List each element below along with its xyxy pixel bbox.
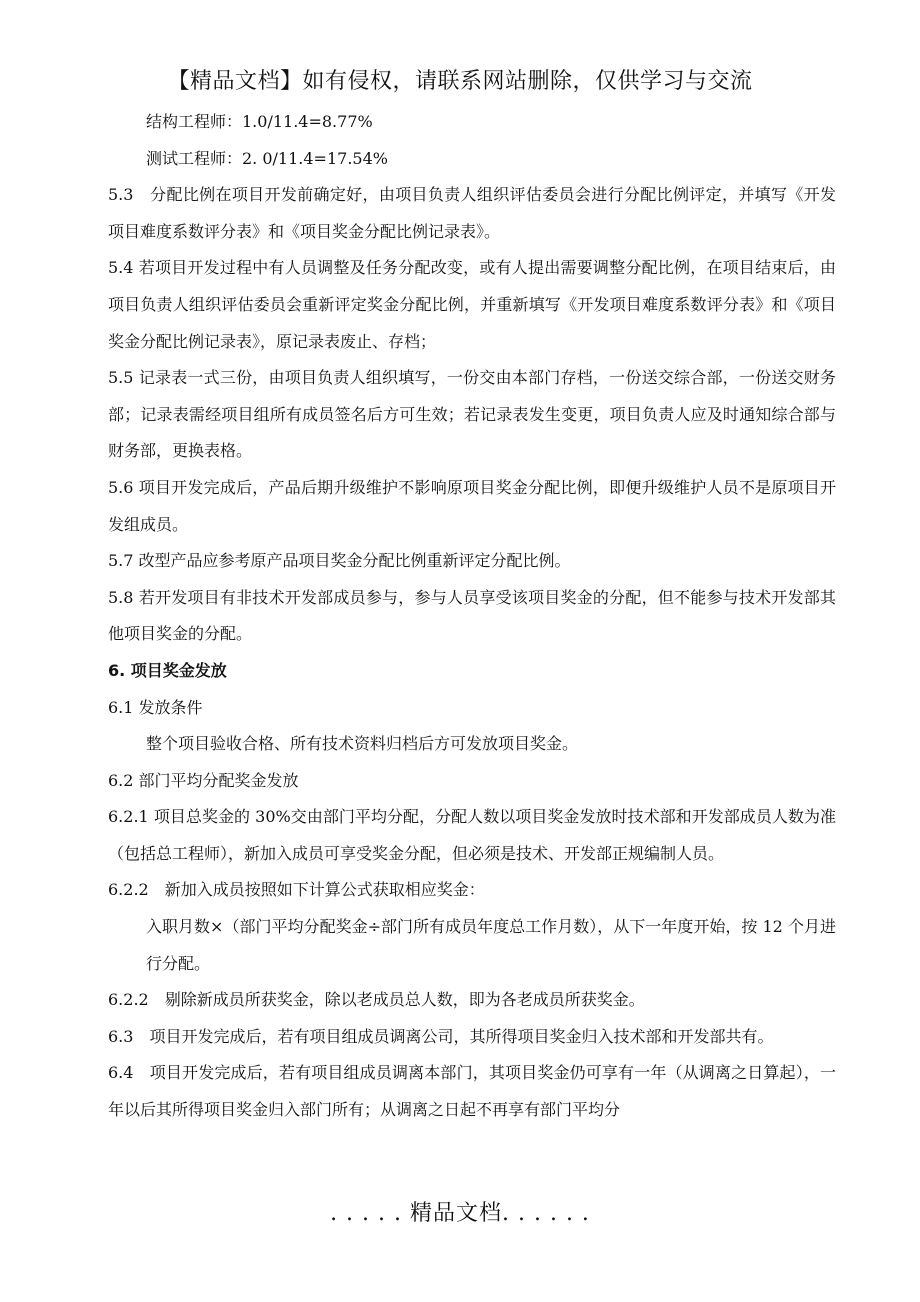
clause-5-8: 5.8 若开发项目有非技术开发部成员参与，参与人员享受该项目奖金的分配，但不能参与技术开发部其他项目奖金的分配。 xyxy=(108,587,836,644)
document-header-watermark: 【精品文档】如有侵权，请联系网站删除，仅供学习与交流 xyxy=(167,69,753,94)
clause-6-2-title: 6.2 部门平均分配奖金发放 xyxy=(108,770,299,790)
clause-5-6: 5.6 项目开发完成后，产品后期升级维护不影响原项目奖金分配比例，即便升级维护人员不是原项目开发组成员。 xyxy=(108,477,836,534)
clause-5-7: 5.7 改型产品应参考原产品项目奖金分配比例重新评定分配比例。 xyxy=(108,551,571,571)
clause-6-1-body: 整个项目验收合格、所有技术资料归档后方可发放项目奖金。 xyxy=(146,734,579,754)
clause-6-1-title: 6.1 发放条件 xyxy=(108,697,203,717)
document-body xyxy=(108,104,836,1129)
text-test-engineer-ratio: 测试工程师：2. 0/11.4=17.54% xyxy=(146,148,388,168)
clause-6-2-2-remainder: 6.2.2 剔除新成员所获奖金，除以老成员总人数，即为各老成员所获奖金。 xyxy=(108,990,645,1010)
clause-5-4: 5.4 若项目开发过程中有人员调整及任务分配改变，或有人提出需要调整分配比例，在项目结束后，由项目负责人组织评估委员会重新评定奖金分配比例，并重新填写《开发项目难度系数评分表》和《项目奖金分配比例记录表》，原记录表废止、存档； xyxy=(108,258,836,351)
text-structural-engineer-ratio: 结构工程师：1.0/11.4=8.77% xyxy=(146,112,373,131)
clause-6-2-1: 6.2.1 项目总奖金的 30%交由部门平均分配，分配人数以项目奖金发放时技术部和开发部成员人数为准（包括总工程师），新加入成员可享受奖金分配，但必须是技术、开发部正规编制人员。 xyxy=(108,807,836,863)
clause-6-2-2-formula: 入职月数×（部门平均分配奖金÷部门所有成员年度总工作月数），从下一年度开始，按 12 个月进行分配。 xyxy=(146,917,836,973)
document-footer-watermark: . . . . . 精品文档. . . . . . xyxy=(330,1201,590,1226)
clause-5-3: 5.3 分配比例在项目开发前确定好，由项目负责人组织评估委员会进行分配比例评定，并填写《开发项目难度系数评分表》和《项目奖金分配比例记录表》。 xyxy=(108,185,836,241)
clause-5-5: 5.5 记录表一式三份，由项目负责人组织填写，一份交由本部门存档，一份送交综合部，一份送交财务部；记录表需经项目组所有成员签名后方可生效；若记录表发生变更，项目负责人应及时通知综合部与财务部，更换表格。 xyxy=(108,368,836,461)
clause-6-3: 6.3 项目开发完成后，若有项目组成员调离公司，其所得项目奖金归入技术部和开发部共有。 xyxy=(108,1026,774,1046)
clause-6-2-2-intro: 6.2.2 新加入成员按照如下计算公式获取相应奖金： xyxy=(108,880,485,900)
clause-6-4: 6.4 项目开发完成后，若有项目组成员调离本部门，其项目奖金仍可享有一年（从调离之日算起），一年以后其所得项目奖金归入部门所有；从调离之日起不再享有部门平均分 xyxy=(108,1063,836,1120)
section-heading-6: 6. 项目奖金发放 xyxy=(108,660,227,680)
